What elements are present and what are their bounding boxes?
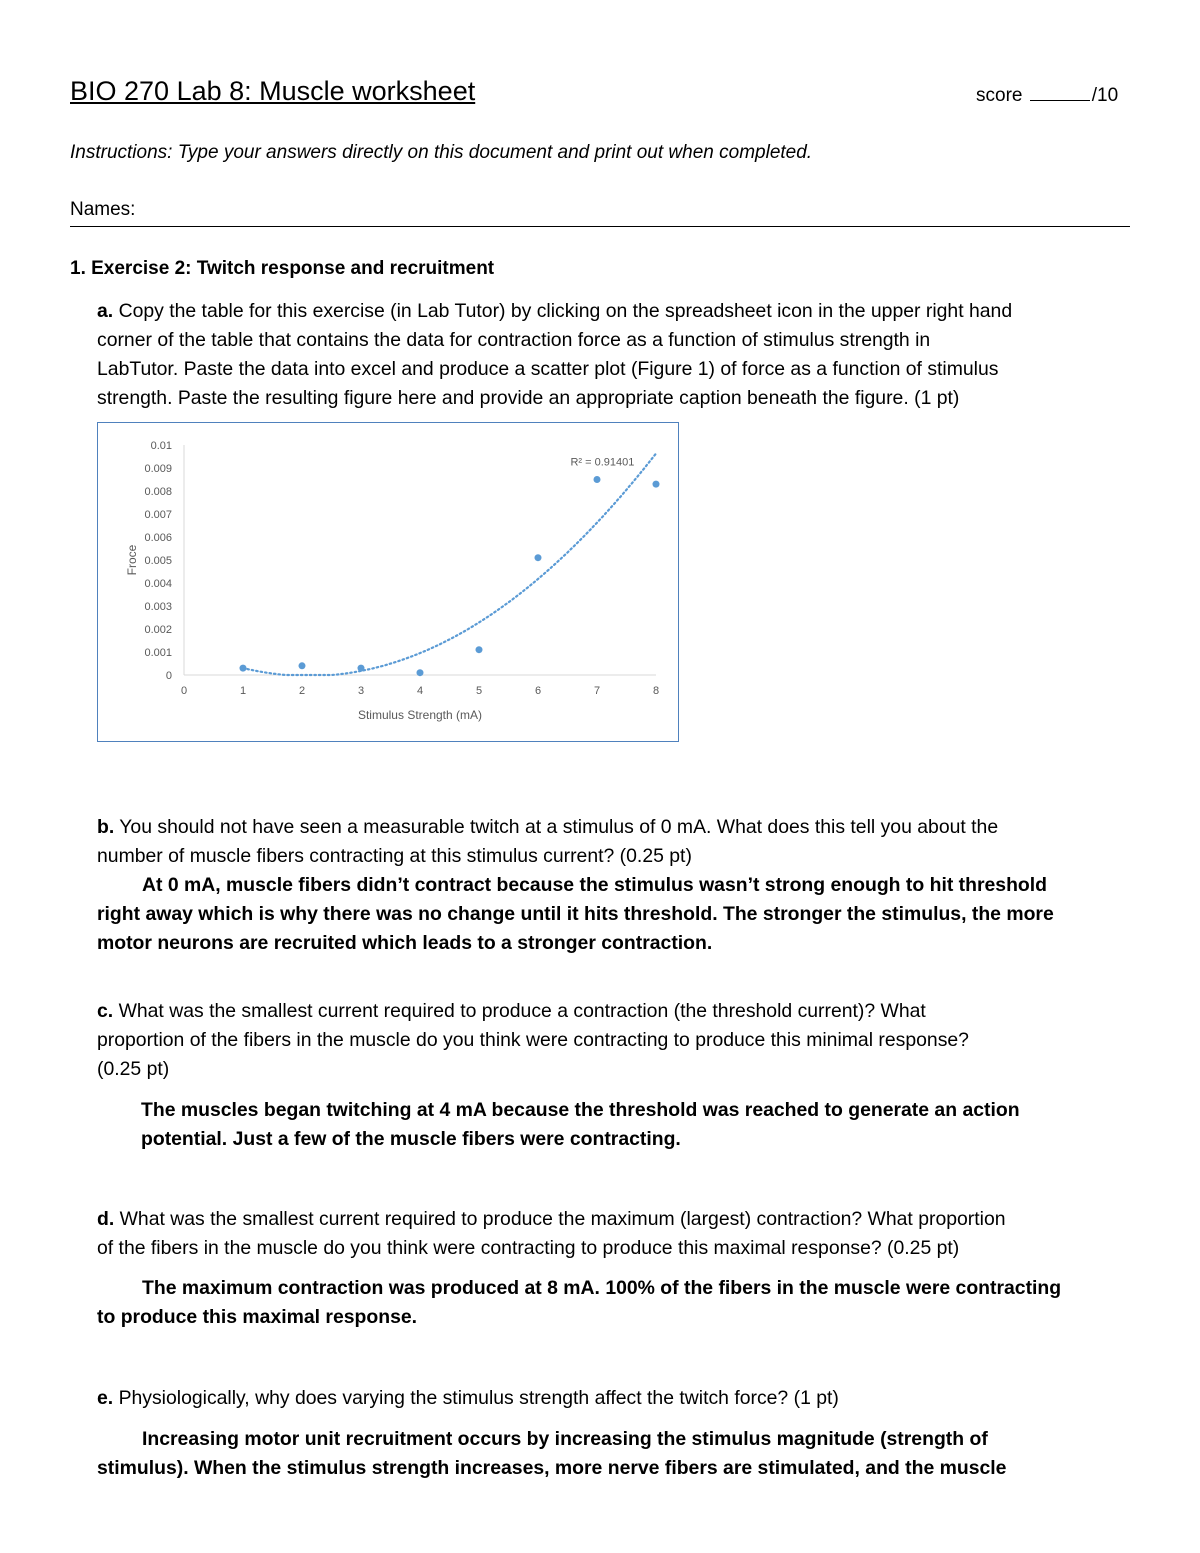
data-point [653, 481, 660, 488]
data-point [476, 646, 483, 653]
question-a-line-0: a. Copy the table for this exercise (in Lab Tutor) by clicking on the spreadsheet icon in the upper right hand [97, 300, 1013, 322]
question-b [97, 813, 998, 871]
question-a-label: a. [97, 300, 114, 322]
answer-b[interactable] [97, 871, 1054, 958]
y-tick-label: 0.002 [144, 624, 172, 636]
question-a-line-1: corner of the table that contains the data for contraction force as a function of stimulus strength in [97, 329, 931, 351]
question-a [97, 297, 1012, 413]
y-tick-label: 0.004 [144, 578, 172, 590]
trendline [243, 454, 656, 676]
y-axis-label: Froce [125, 544, 139, 576]
y-tick-label: 0 [165, 670, 172, 682]
scatter-plot [98, 423, 680, 743]
y-tick-label: 0.003 [144, 601, 172, 613]
figure-1-chart [97, 422, 679, 742]
question-b-line-1: number of muscle fibers contracting at this stimulus current? (0.25 pt) [97, 845, 692, 867]
data-point [417, 669, 424, 676]
x-tick-label: 4 [416, 685, 424, 697]
r-squared-label: R² = 0.91401 [570, 456, 635, 469]
question-b-label: b. [97, 816, 115, 838]
data-point [299, 662, 306, 669]
question-c [97, 997, 969, 1084]
question-e-label: e. [97, 1387, 114, 1409]
y-tick-label: 0.006 [144, 532, 172, 544]
data-point [535, 554, 542, 561]
answer-e-line-1: stimulus). When the stimulus strength increases, more nerve fibers are stimulated, and the muscle [97, 1457, 1007, 1479]
question-d [97, 1205, 1006, 1263]
data-point [240, 665, 247, 672]
score-blank[interactable] [1030, 84, 1090, 101]
answer-b-line-2: motor neurons are recruited which leads to a stronger contraction. [97, 932, 713, 954]
answer-c[interactable] [141, 1096, 1020, 1154]
answer-c-line-1: potential. Just a few of the muscle fibers were contracting. [141, 1128, 681, 1150]
y-tick-label: 0.008 [144, 486, 172, 498]
question-a-line-2: LabTutor. Paste the data into excel and produce a scatter plot (Figure 1) of force as a function of stimulus [97, 358, 999, 380]
y-tick-label: 0.007 [144, 509, 172, 521]
names-line[interactable] [70, 226, 1130, 227]
score-total: /10 [1091, 85, 1119, 106]
x-axis-label: Stimulus Strength (mA) [357, 708, 483, 722]
names-label: Names: [70, 199, 136, 220]
question-c-line-0: c. What was the smallest current required to produce a contraction (the threshold current)? What [97, 1000, 926, 1022]
answer-b-line-1: right away which is why there was no change until it hits threshold. The stronger the stimulus, the more [97, 903, 1054, 925]
y-tick-label: 0.01 [150, 440, 172, 452]
question-d-label: d. [97, 1208, 115, 1230]
section-title: 1. Exercise 2: Twitch response and recruitment [70, 258, 495, 279]
answer-e-line-0: Increasing motor unit recruitment occurs by increasing the stimulus magnitude (strength of [142, 1428, 988, 1450]
answer-d-line-0: The maximum contraction was produced at 8 mA. 100% of the fibers in the muscle were contracting [142, 1277, 1062, 1299]
y-tick-label: 0.005 [144, 555, 172, 567]
score-field [976, 84, 1118, 107]
question-c-label: c. [97, 1000, 114, 1022]
question-d-line-0: d. What was the smallest current required to produce the maximum (largest) contraction? What proportion [97, 1208, 1006, 1230]
question-c-line-1: proportion of the fibers in the muscle do you think were contracting to produce this minimal response? [97, 1029, 969, 1051]
question-b-line-0: b. You should not have seen a measurable twitch at a stimulus of 0 mA. What does this tell you about the [97, 816, 999, 838]
x-tick-label: 5 [475, 685, 483, 697]
answer-c-line-0: The muscles began twitching at 4 mA because the threshold was reached to generate an action [141, 1099, 1020, 1121]
question-e-line-0: e. Physiologically, why does varying the stimulus strength affect the twitch force? (1 pt) [97, 1387, 839, 1409]
y-tick-label: 0.009 [144, 463, 172, 475]
instructions: Instructions: Type your answers directly on this document and print out when completed. [70, 142, 813, 163]
answer-d[interactable] [97, 1274, 1061, 1332]
data-point [594, 476, 601, 483]
page-title: BIO 270 Lab 8: Muscle worksheet [70, 76, 476, 106]
y-tick-label: 0.001 [144, 647, 172, 659]
answer-e[interactable] [97, 1425, 1006, 1483]
question-d-line-1: of the fibers in the muscle do you think were contracting to produce this maximal response? (0.25 pt) [97, 1237, 960, 1259]
x-tick-label: 8 [652, 685, 660, 697]
answer-b-line-0: At 0 mA, muscle fibers didn’t contract because the stimulus wasn’t strong enough to hit threshold [142, 874, 1048, 896]
x-tick-label: 3 [357, 685, 365, 697]
question-c-line-2: (0.25 pt) [97, 1058, 170, 1080]
data-point [358, 665, 365, 672]
question-e [97, 1384, 839, 1413]
x-tick-label: 0 [180, 685, 188, 697]
score-label: score [976, 85, 1023, 106]
x-tick-label: 6 [534, 685, 542, 697]
answer-d-line-1: to produce this maximal response. [97, 1306, 418, 1328]
x-tick-label: 7 [593, 685, 601, 697]
x-tick-label: 2 [298, 685, 306, 697]
x-tick-label: 1 [239, 685, 247, 697]
question-a-line-3: strength. Paste the resulting figure here and provide an appropriate caption beneath the figure. (1 pt) [97, 387, 960, 409]
